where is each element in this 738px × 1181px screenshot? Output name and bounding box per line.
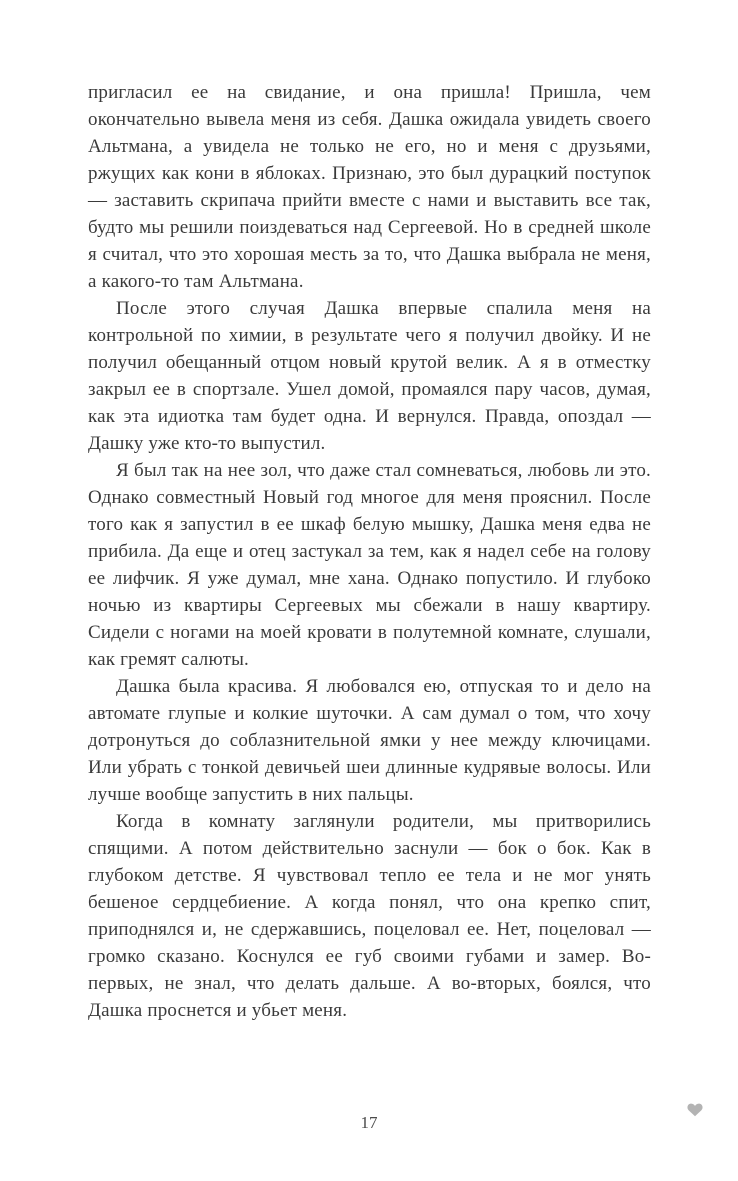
paragraph-1: пригласил ее на свидание, и она пришла! Пришла, чем окончательно вывела меня из себя. Дашка ожидала увидеть своего Альтмана, а увидела не только не его, но и меня с друзьями, ржущих как кони в яблоках. Признаю, это был дурацкий поступок — заставить скрипача прийти вместе с нами и выставить все так, будто мы решили поиздеваться над Сергеевой. Но в средней школе я считал, что это хорошая месть за то, что Дашка выбрала не меня, а какого-то там Альтмана. (88, 82, 651, 292)
paragraph-4: Дашка была красива. Я любовался ею, отпуская то и дело на автомате глупые и колкие шуточки. А сам думал о том, что хочу дотронуться до соблазнительной ямки у нее между ключицами. Или убрать с тонкой девичьей шеи длинные кудрявые волосы. Или лучше вообще запустить в них пальцы. (88, 676, 651, 805)
paragraph-2: После этого случая Дашка впервые спалила меня на контрольной по химии, в результате чего я получил двойку. И не получил обещанный отцом новый крутой велик. А я в отместку закрыл ее в спортзале. Ушел домой, промаялся пару часов, думая, как эта идиотка там будет одна. И вернулся. Правда, опоздал — Дашку уже кто-то выпустил. (88, 298, 651, 454)
heart-icon (687, 1103, 703, 1117)
page-number: 17 (360, 1113, 378, 1132)
favorite-button[interactable] (684, 1099, 706, 1121)
paragraph-3: Я был так на нее зол, что даже стал сомневаться, любовь ли это. Однако совместный Новый год многое для меня прояснил. После того как я запустил в ее шкаф белую мышку, Дашка меня едва не прибила. Да еще и отец застукал за тем, как я надел себе на голову ее лифчик. Я уже думал, мне хана. Однако попустило. И глубоко ночью из квартиры Сергеевых мы сбежали в нашу квартиру. Сидели с ногами на моей кровати в полутемной комнате, слушали, как гремят салюты. (88, 460, 651, 670)
paragraph-5: Когда в комнату заглянули родители, мы притворились спящими. А потом действительно заснули — бок о бок. Как в глубоком детстве. Я чувствовал тепло ее тела и не мог унять бешеное сердцебиение. А когда понял, что она крепко спит, приподнялся и, не сдержавшись, поцеловал ее. Нет, поцеловал — громко сказано. Коснулся ее губ своими губами и замер. Во-первых, не знал, что делать дальше. А во-вторых, боялся, что Дашка проснется и убьет меня. (88, 811, 651, 1021)
page-text (88, 79, 651, 1024)
